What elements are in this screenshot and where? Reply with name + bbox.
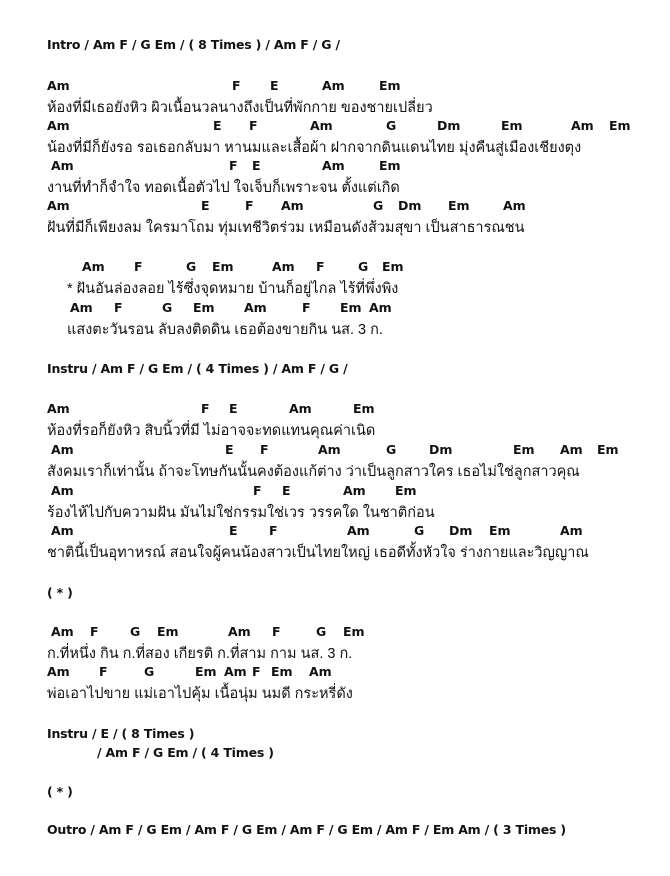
chord-line	[0, 118, 670, 136]
chord: Dm	[429, 442, 453, 457]
chord: G	[186, 259, 197, 274]
chord: G	[162, 300, 173, 315]
chord: Am	[272, 259, 295, 274]
lyric-line: แสงตะวันรอน ลับลงติดดิน เธอต้องขายกิน นส. 3 ก.	[67, 322, 383, 338]
chord: Em	[271, 664, 293, 679]
chord: F	[253, 483, 262, 498]
chord: E	[252, 158, 261, 173]
chord: F	[232, 78, 241, 93]
chord: Am	[322, 78, 345, 93]
chord: E	[213, 118, 222, 133]
chord: G	[386, 442, 397, 457]
chord-line	[0, 198, 670, 216]
lyric-line: ฝันที่มีก็เพียงลม ใครมาโถม ทุ่มเทชีวิตร่วม เหมือนดังส้วมสุขา เป็นสาธารณชน	[47, 220, 525, 236]
chord: Am	[70, 300, 93, 315]
chord-line	[0, 523, 670, 541]
chord: G	[386, 118, 397, 133]
chord: E	[282, 483, 291, 498]
instru-section-2-continued: / Am F / G Em / ( 4 Times )	[97, 745, 274, 760]
chord: Am	[309, 664, 332, 679]
chord: Am	[343, 483, 366, 498]
lyric-line: ร้องไห้ไปกับความฝัน มันไม่ใช่กรรมใช่เวร วรรคใด ในชาติก่อน	[47, 505, 435, 521]
chord-line	[0, 624, 670, 642]
chord: E	[229, 401, 238, 416]
lyric-line: ห้องที่มีเธอยังหิว ผิวเนื้อนวลนางถึงเป็นที่พักกาย ของชายเปลี่ยว	[47, 100, 433, 116]
chord: E	[201, 198, 210, 213]
chord: Am	[571, 118, 594, 133]
chord: G	[316, 624, 327, 639]
chord: Em	[343, 624, 365, 639]
chord: Em	[193, 300, 215, 315]
chord: Am	[47, 664, 70, 679]
lyric-line: ชาตินี้เป็นอุทาหรณ์ สอนใจผู้คนน้องสาวเป็นไทยใหญ่ เธอดีทั้งหัวใจ ร่างกายและวิญญาณ	[47, 545, 589, 561]
chord: Am	[51, 624, 74, 639]
chord: F	[272, 624, 281, 639]
chord: Am	[51, 442, 74, 457]
chord: E	[270, 78, 279, 93]
chord: G	[358, 259, 369, 274]
chord: Em	[340, 300, 362, 315]
chord: F	[229, 158, 238, 173]
intro-section: Intro / Am F / G Em / ( 8 Times ) / Am F / G /	[47, 37, 340, 52]
chord: F	[260, 442, 269, 457]
chord: Em	[157, 624, 179, 639]
chord: F	[252, 664, 261, 679]
lyric-line: งานที่ทำก็จำใจ ทอดเนื้อตัวไป ใจเจ็บก็เพราะจน ตั้งแต่เกิด	[47, 180, 400, 196]
chord: Am	[560, 442, 583, 457]
chord: Em	[597, 442, 619, 457]
chord: F	[201, 401, 210, 416]
chord: G	[414, 523, 425, 538]
chord: Em	[212, 259, 234, 274]
chord: Am	[318, 442, 341, 457]
chord-line	[0, 158, 670, 176]
chord: Am	[47, 401, 70, 416]
lyric-line: พ่อเอาไปขาย แม่เอาไปคุ้ม เนื้อนุ่ม นมดี กระหรี่ดัง	[47, 686, 353, 702]
chord: Em	[513, 442, 535, 457]
chord: Am	[51, 483, 74, 498]
chord: F	[245, 198, 254, 213]
chord: F	[114, 300, 123, 315]
chord: Am	[228, 624, 251, 639]
chord: Am	[244, 300, 267, 315]
lyric-line: * ฝันอันล่องลอย ไร้ซึ่งจุดหมาย บ้านก็อยู่ไกล ไร้ที่พึ่งพิง	[67, 281, 399, 297]
chord: Am	[281, 198, 304, 213]
chord: Am	[51, 158, 74, 173]
chord: Dm	[437, 118, 461, 133]
chord-line	[0, 78, 670, 96]
chord-line	[0, 442, 670, 460]
outro-section: Outro / Am F / G Em / Am F / G Em / Am F / G Em / Am F / Em Am / ( 3 Times )	[47, 822, 566, 837]
chord: Am	[560, 523, 583, 538]
chord: Dm	[398, 198, 422, 213]
chord: Am	[347, 523, 370, 538]
chord: Am	[322, 158, 345, 173]
chord: F	[269, 523, 278, 538]
chord: E	[229, 523, 238, 538]
chord-line	[0, 664, 670, 682]
lyric-line: น้องที่มีก็ยังรอ รอเธอกลับมา หานมและเสื้อผ้า ฝากจากดินแดนไทย มุ่งคืนสู่เมืองเชียงตุง	[47, 140, 582, 156]
chord: Am	[310, 118, 333, 133]
chord: G	[373, 198, 384, 213]
chord: Em	[382, 259, 404, 274]
chord: F	[99, 664, 108, 679]
chord: Em	[379, 158, 401, 173]
chord: F	[90, 624, 99, 639]
chord: Am	[47, 78, 70, 93]
chord: F	[316, 259, 325, 274]
lyric-line: ก.ที่หนึ่ง กิน ก.ที่สอง เกียรติ ก.ที่สาม กาม นส. 3 ก.	[47, 646, 353, 662]
chord: Am	[47, 118, 70, 133]
lyric-line: สังคมเราก็เท่านั้น ถ้าจะโทษกันนั้นคงต้องแก้ต่าง ว่าเป็นลูกสาวใคร เธอไม่ใช่ลูกสาวคุณ	[47, 464, 580, 480]
chord: Em	[353, 401, 375, 416]
chord: Em	[448, 198, 470, 213]
instru-section-1: Instru / Am F / G Em / ( 4 Times ) / Am F / G /	[47, 361, 348, 376]
instru-section-2: Instru / E / ( 8 Times )	[47, 726, 195, 741]
chord: F	[134, 259, 143, 274]
chord: E	[225, 442, 234, 457]
chord: Am	[47, 198, 70, 213]
chord: Dm	[449, 523, 473, 538]
chord: Em	[379, 78, 401, 93]
chord: Em	[609, 118, 631, 133]
chord: F	[249, 118, 258, 133]
chord: Am	[82, 259, 105, 274]
chord: G	[130, 624, 141, 639]
lyric-line: ห้องที่รอก็ยังหิว สิบนิ้วที่มี ไม่อาจจะทดแทนคุณค่าเนิด	[47, 423, 376, 439]
chord: Am	[289, 401, 312, 416]
chord: Em	[395, 483, 417, 498]
chord: Em	[489, 523, 511, 538]
chorus-reference-2: ( * )	[47, 784, 73, 799]
chord: Am	[503, 198, 526, 213]
chord-line	[0, 483, 670, 501]
chord: Em	[195, 664, 217, 679]
chord: G	[144, 664, 155, 679]
chorus-reference-1: ( * )	[47, 585, 73, 600]
chord: Am	[369, 300, 392, 315]
chord-line	[0, 300, 670, 318]
chord: Am	[224, 664, 247, 679]
chord: Em	[501, 118, 523, 133]
chord: F	[302, 300, 311, 315]
chord-line	[0, 401, 670, 419]
chord-line	[0, 259, 670, 277]
chord: Am	[51, 523, 74, 538]
